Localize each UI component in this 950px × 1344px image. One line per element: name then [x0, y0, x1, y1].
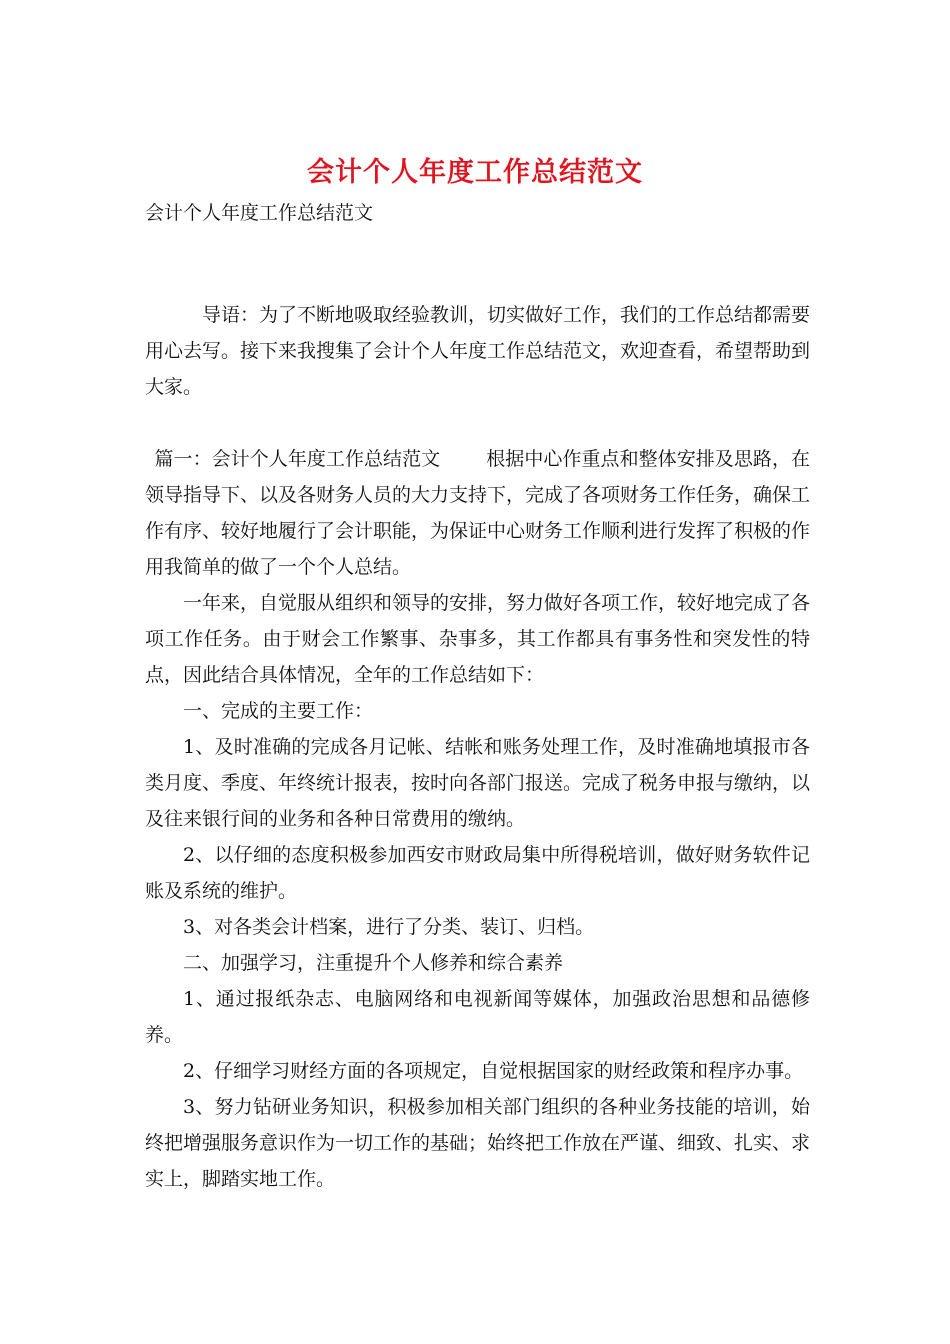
intro-paragraph: 导语：为了不断地吸取经验教训，切实做好工作，我们的工作总结都需要用心去写。接下来我搜集了会计个人年度工作总结范文，欢迎查看，希望帮助到大家。: [145, 304, 811, 398]
section-heading-2: 二、加强学习，注重提升个人修养和综合素养: [183, 952, 564, 974]
section-heading-1: 一、完成的主要工作：: [183, 700, 374, 722]
body-paragraph: 一年来，自觉服从组织和领导的安排，努力做好各项工作，较好地完成了各项工作任务。由于财会工作繁事、杂事多，其工作都具有事务性和突发性的特点，因此结合具体情况，全年的工作总结如下：: [145, 592, 811, 686]
chapter-heading: 篇一：会计个人年度工作总结范文: [154, 448, 441, 470]
list-item: 2、仔细学习财经方面的各项规定，自觉根据国家的财经政策和程序办事。: [183, 1060, 804, 1082]
document-body: [145, 297, 810, 1197]
list-item: 1、通过报纸杂志、电脑网络和电视新闻等媒体，加强政治思想和品德修养。: [145, 988, 810, 1046]
list-item: 3、对各类会计档案，进行了分类、装订、归档。: [183, 916, 595, 938]
chapter-text: 根据中心作重点和整体安排及思路，在领导指导下、以及各财务人员的大力支持下，完成了各项财务工作任务，确保工作有序、较好地履行了会计职能，为保证中心财务工作顺利进行发挥了积极的作用我简单的做了一个个人总结。: [145, 448, 811, 578]
list-item: 3、努力钻研业务知识，积极参加相关部门组织的各种业务技能的培训，始终把增强服务意识作为一切工作的基础；始终把工作放在严谨、细致、扎实、求实上，脚踏实地工作。: [145, 1096, 811, 1190]
document-subtitle: 会计个人年度工作总结范文: [145, 202, 374, 224]
document-title: 会计个人年度工作总结范文: [307, 157, 643, 188]
chapter-paragraph: [145, 441, 810, 585]
list-item: 2、以仔细的态度积极参加西安市财政局集中所得税培训，做好财务软件记账及系统的维护。: [145, 844, 810, 902]
list-item: 1、及时准确的完成各月记帐、结帐和账务处理工作，及时准确地填报市各类月度、季度、年终统计报表，按时向各部门报送。完成了税务申报与缴纳，以及往来银行间的业务和各种日常费用的缴纳。: [145, 736, 811, 830]
